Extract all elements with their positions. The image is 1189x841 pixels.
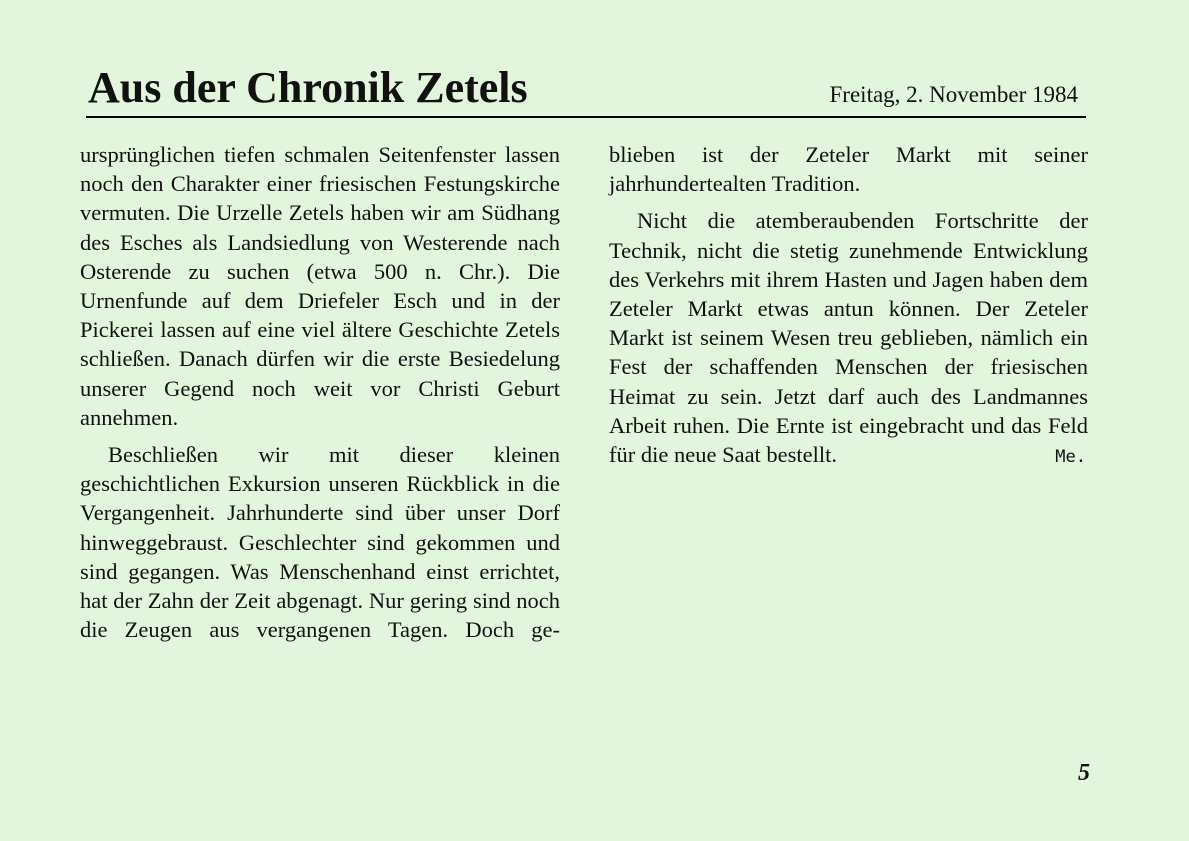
page-number: 5 xyxy=(1078,760,1090,786)
issue-date: Freitag, 2. November 1984 xyxy=(829,82,1078,107)
left-paragraph-1-last-line: annehmen. xyxy=(80,404,179,430)
left-paragraph-2-text: Beschließen wir mit dieser kleinen geschichtlichen Exkursion unseren Rückblick in die Vergangenheit. Jahrhunderte sind über unser Dorf hinweggebraust. Geschlechter sind gekommen und sind gegangen. Was Menschenhand einst errichtet, hat der Zahn der Zeit abgenagt. Nur gering sind noch die Zeugen aus vergangenen Tagen. Doch ge- xyxy=(80,442,560,643)
right-paragraph-2-last-text: für die neue Saat bestellt. xyxy=(609,442,838,468)
page-header xyxy=(86,58,1086,118)
left-paragraph-1 xyxy=(80,140,560,432)
right-paragraph-1 xyxy=(609,140,1088,198)
page-title: Aus der Chronik Zetels xyxy=(88,63,528,112)
right-paragraph-1-text: blieben ist der Zeteler Markt mit seiner xyxy=(609,142,1088,167)
right-paragraph-2 xyxy=(609,206,1088,472)
left-paragraph-1-text: ursprünglichen tiefen schmalen Seitenfenster lassen noch den Charakter einer friesischen Festungskirche vermuten. Die Urzelle Zetels haben wir am Südhang des Esches als Landsiedlung von Westerende nach Osterende zu suchen (etwa 500 n. Chr.). Die Urnenfunde auf dem Driefeler Esch und in der Pickerei lassen auf eine viel ältere Geschichte Zetels schließen. Danach dürfen wir die erste Besiedelung unserer Gegend noch weit vor Christi Geburt xyxy=(80,142,560,401)
right-column xyxy=(609,140,1088,480)
right-paragraph-1-last-line: jahrhundertealten Tradition. xyxy=(609,171,861,197)
right-paragraph-2-text: Nicht die atemberaubenden Fortschritte der Technik, nicht die stetig zunehmende Entwicklung des Verkehrs mit ihrem Hasten und Jagen haben dem Zeteler Markt etwas antun können. Der Zeteler Markt ist seinem Wesen treu geblieben, nämlich ein Fest der schaffenden Menschen der friesischen Heimat zu sein. Jetzt darf auch des Landmannes Arbeit ruhen. Die Ernte ist eingebracht und das Feld xyxy=(609,208,1088,438)
right-paragraph-2-last-line xyxy=(609,440,1088,472)
left-column xyxy=(80,140,560,652)
author-signature: Me. xyxy=(1055,447,1086,468)
left-paragraph-2 xyxy=(80,440,560,644)
